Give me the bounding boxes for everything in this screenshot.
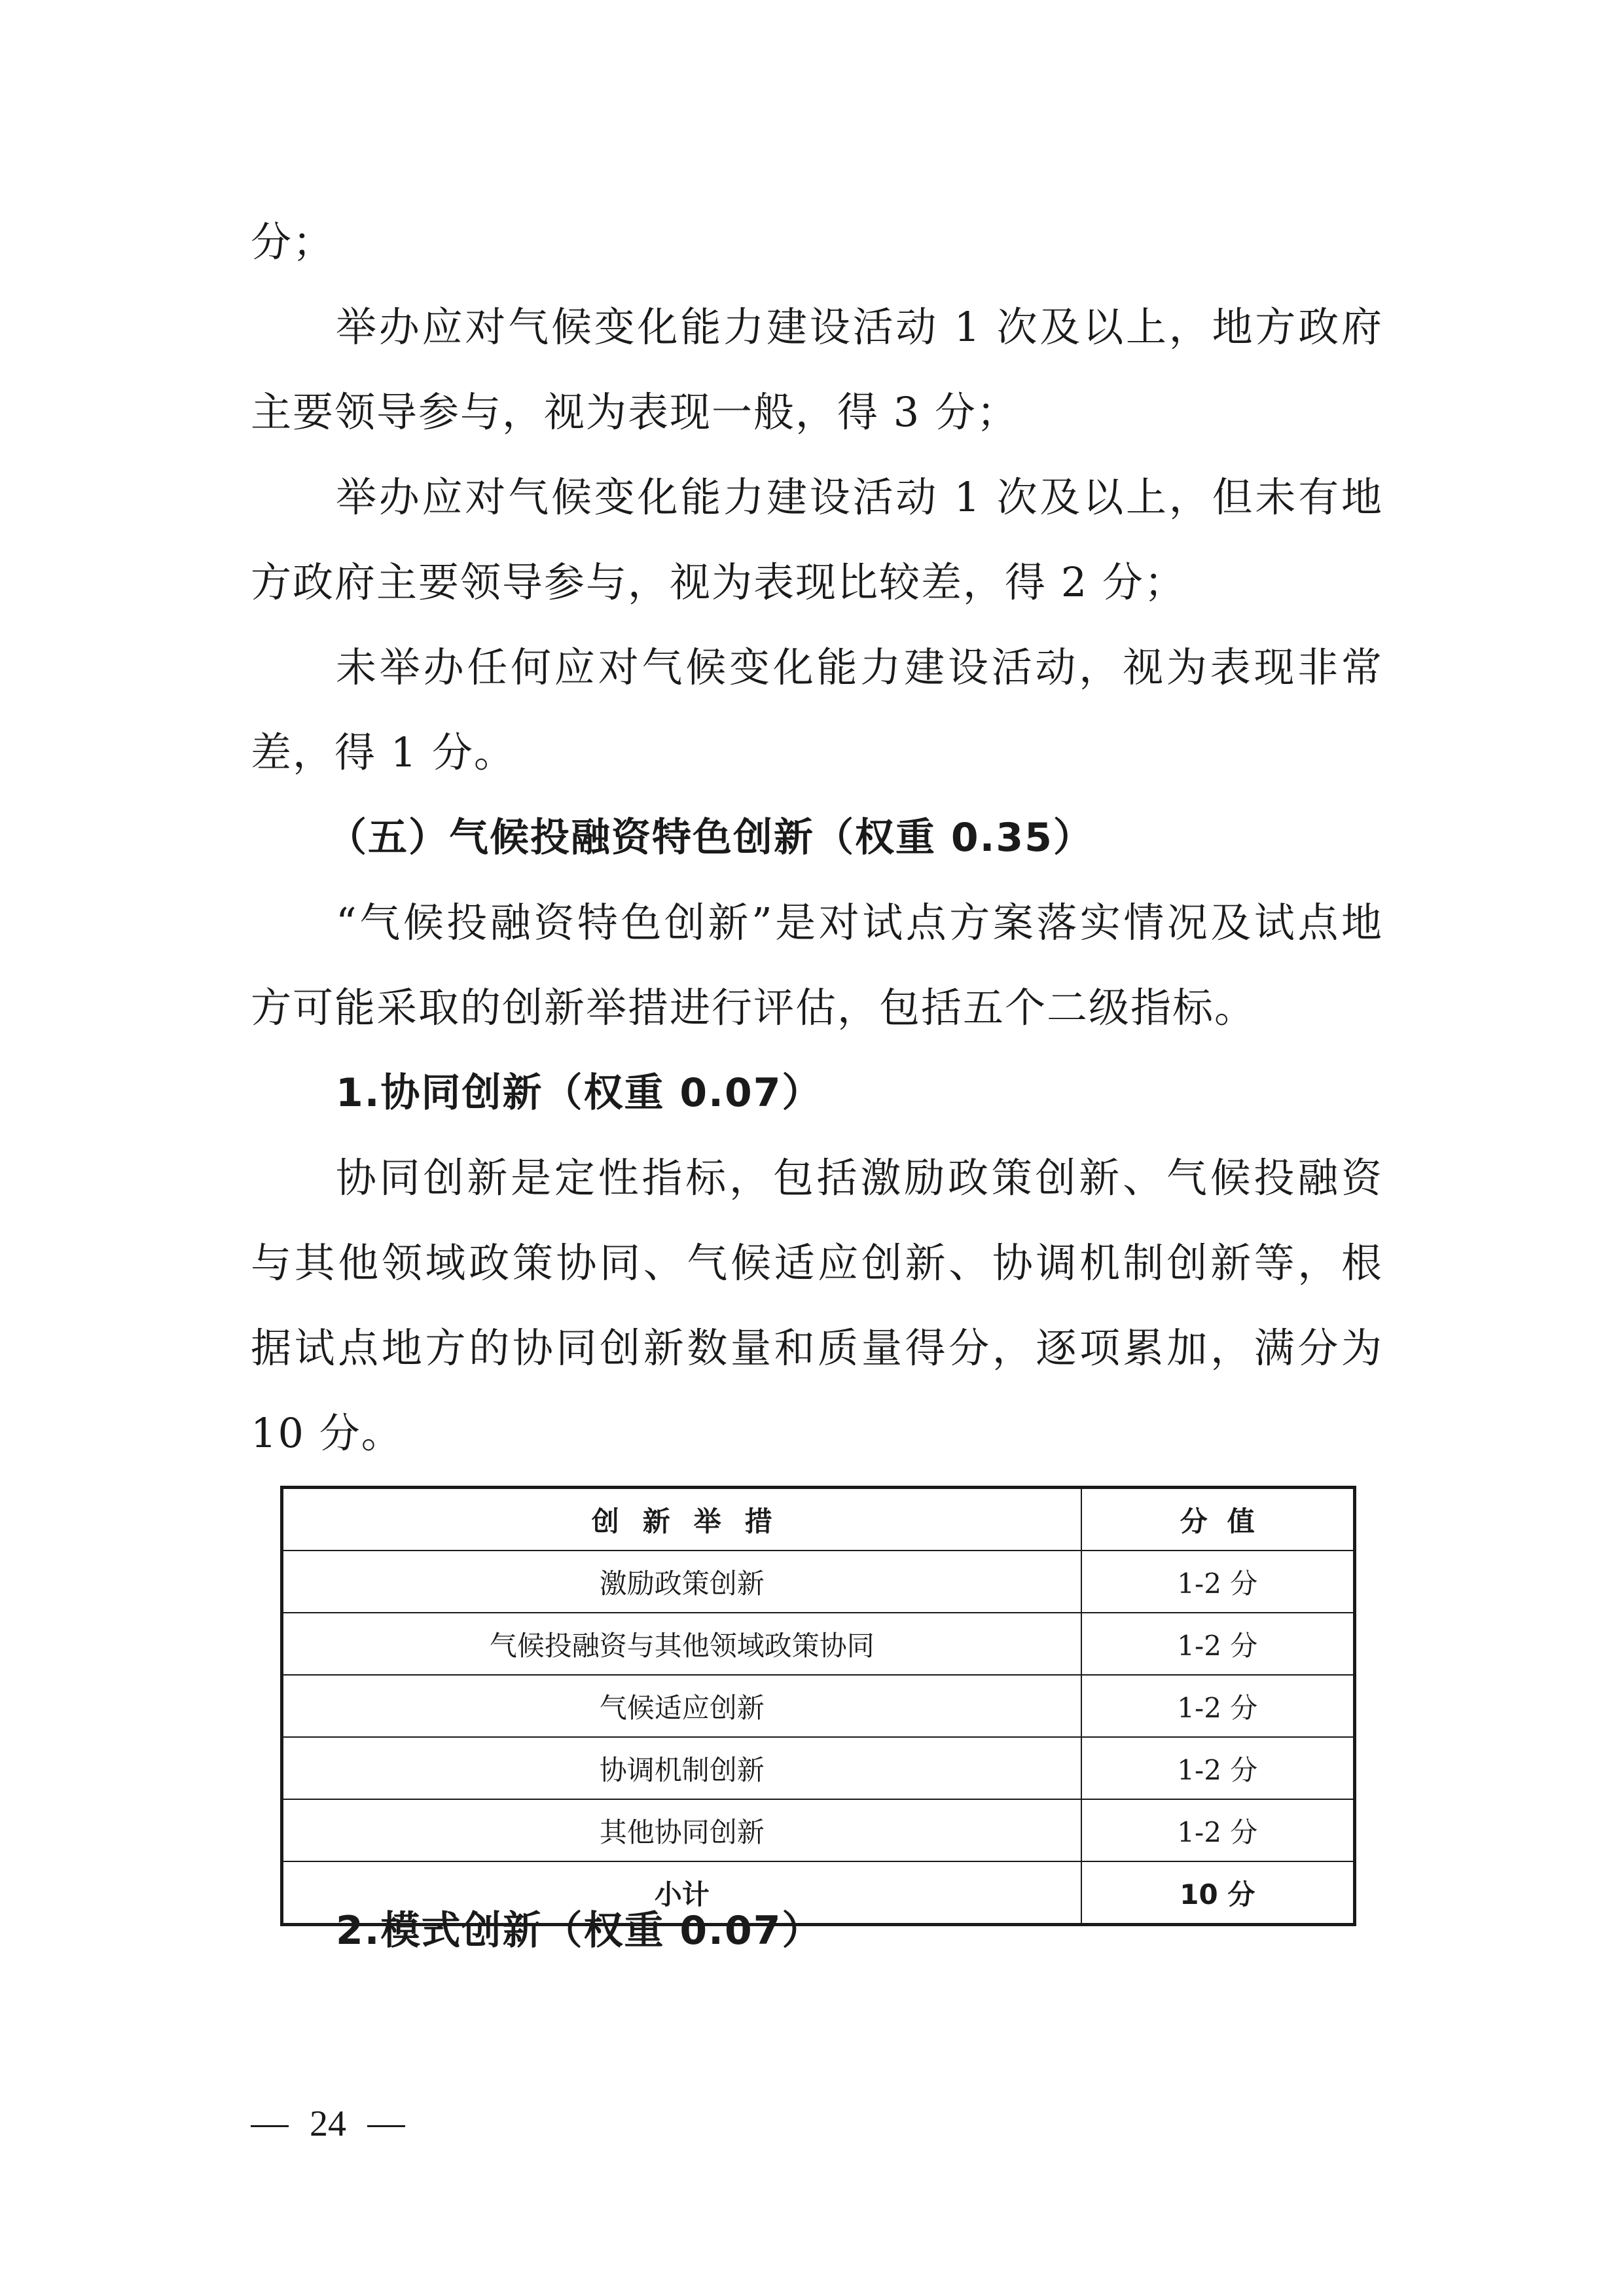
page-number: 24 <box>310 2104 346 2144</box>
table-cell-measure: 气候适应创新 <box>282 1675 1081 1737</box>
table-row <box>282 1551 1355 1613</box>
paragraph-line: 协同创新是定性指标，包括激励政策创新、气候投融资 <box>336 1154 1383 1202</box>
paragraph-line: 未举办任何应对气候变化能力建设活动，视为表现非常 <box>336 643 1383 691</box>
subsection-heading: 1.协同创新（权重 0.07） <box>336 1070 823 1116</box>
table-total-label: 小计 <box>282 1861 1081 1925</box>
table-cell-score: 1-2 分 <box>1081 1737 1355 1799</box>
table-cell-measure: 协调机制创新 <box>282 1737 1081 1799</box>
section-heading: （五）气候投融资特色创新（权重 0.35） <box>327 815 1094 861</box>
footer-dash-right <box>367 2125 405 2127</box>
table-cell-score: 1-2 分 <box>1081 1613 1355 1675</box>
paragraph-line: 10 分。 <box>251 1409 403 1457</box>
footer-dash-left <box>251 2125 289 2127</box>
paragraph-line: “气候投融资特色创新”是对试点方案落实情况及试点地 <box>336 899 1383 946</box>
paragraph-line: 据试点地方的协同创新数量和质量得分，逐项累加，满分为 <box>251 1324 1383 1372</box>
score-table <box>280 1486 1356 1926</box>
table-row <box>282 1675 1355 1737</box>
table-header-row <box>282 1488 1355 1551</box>
page-footer <box>251 2101 405 2147</box>
paragraph-line: 方政府主要领导参与，视为表现比较差，得 2 分； <box>251 558 1186 606</box>
paragraph-line: 与其他领域政策协同、气候适应创新、协调机制创新等，根 <box>251 1239 1383 1287</box>
paragraph-line: 举办应对气候变化能力建设活动 1 次及以上，地方政府 <box>336 303 1383 351</box>
table-cell-score: 1-2 分 <box>1081 1799 1355 1861</box>
paragraph-line: 举办应对气候变化能力建设活动 1 次及以上，但未有地 <box>336 473 1383 521</box>
subsection-heading: 2.模式创新（权重 0.07） <box>336 1908 823 1954</box>
table-cell-score: 1-2 分 <box>1081 1551 1355 1613</box>
table-row <box>282 1737 1355 1799</box>
table-cell-measure: 其他协同创新 <box>282 1799 1081 1861</box>
table-row <box>282 1799 1355 1861</box>
table-total-score: 10 分 <box>1081 1861 1355 1925</box>
paragraph-line: 方可能采取的创新举措进行评估，包括五个二级指标。 <box>251 984 1257 1031</box>
table-cell-measure: 激励政策创新 <box>282 1551 1081 1613</box>
paragraph-line: 差，得 1 分。 <box>251 728 516 776</box>
paragraph-tail: 分； <box>251 218 335 266</box>
table-row <box>282 1613 1355 1675</box>
paragraph-line: 主要领导参与，视为表现一般，得 3 分； <box>251 388 1019 436</box>
table-cell-score: 1-2 分 <box>1081 1675 1355 1737</box>
table-header-measure: 创新举措 <box>282 1488 1081 1551</box>
table-header-score: 分值 <box>1081 1488 1355 1551</box>
table-cell-measure: 气候投融资与其他领域政策协同 <box>282 1613 1081 1675</box>
